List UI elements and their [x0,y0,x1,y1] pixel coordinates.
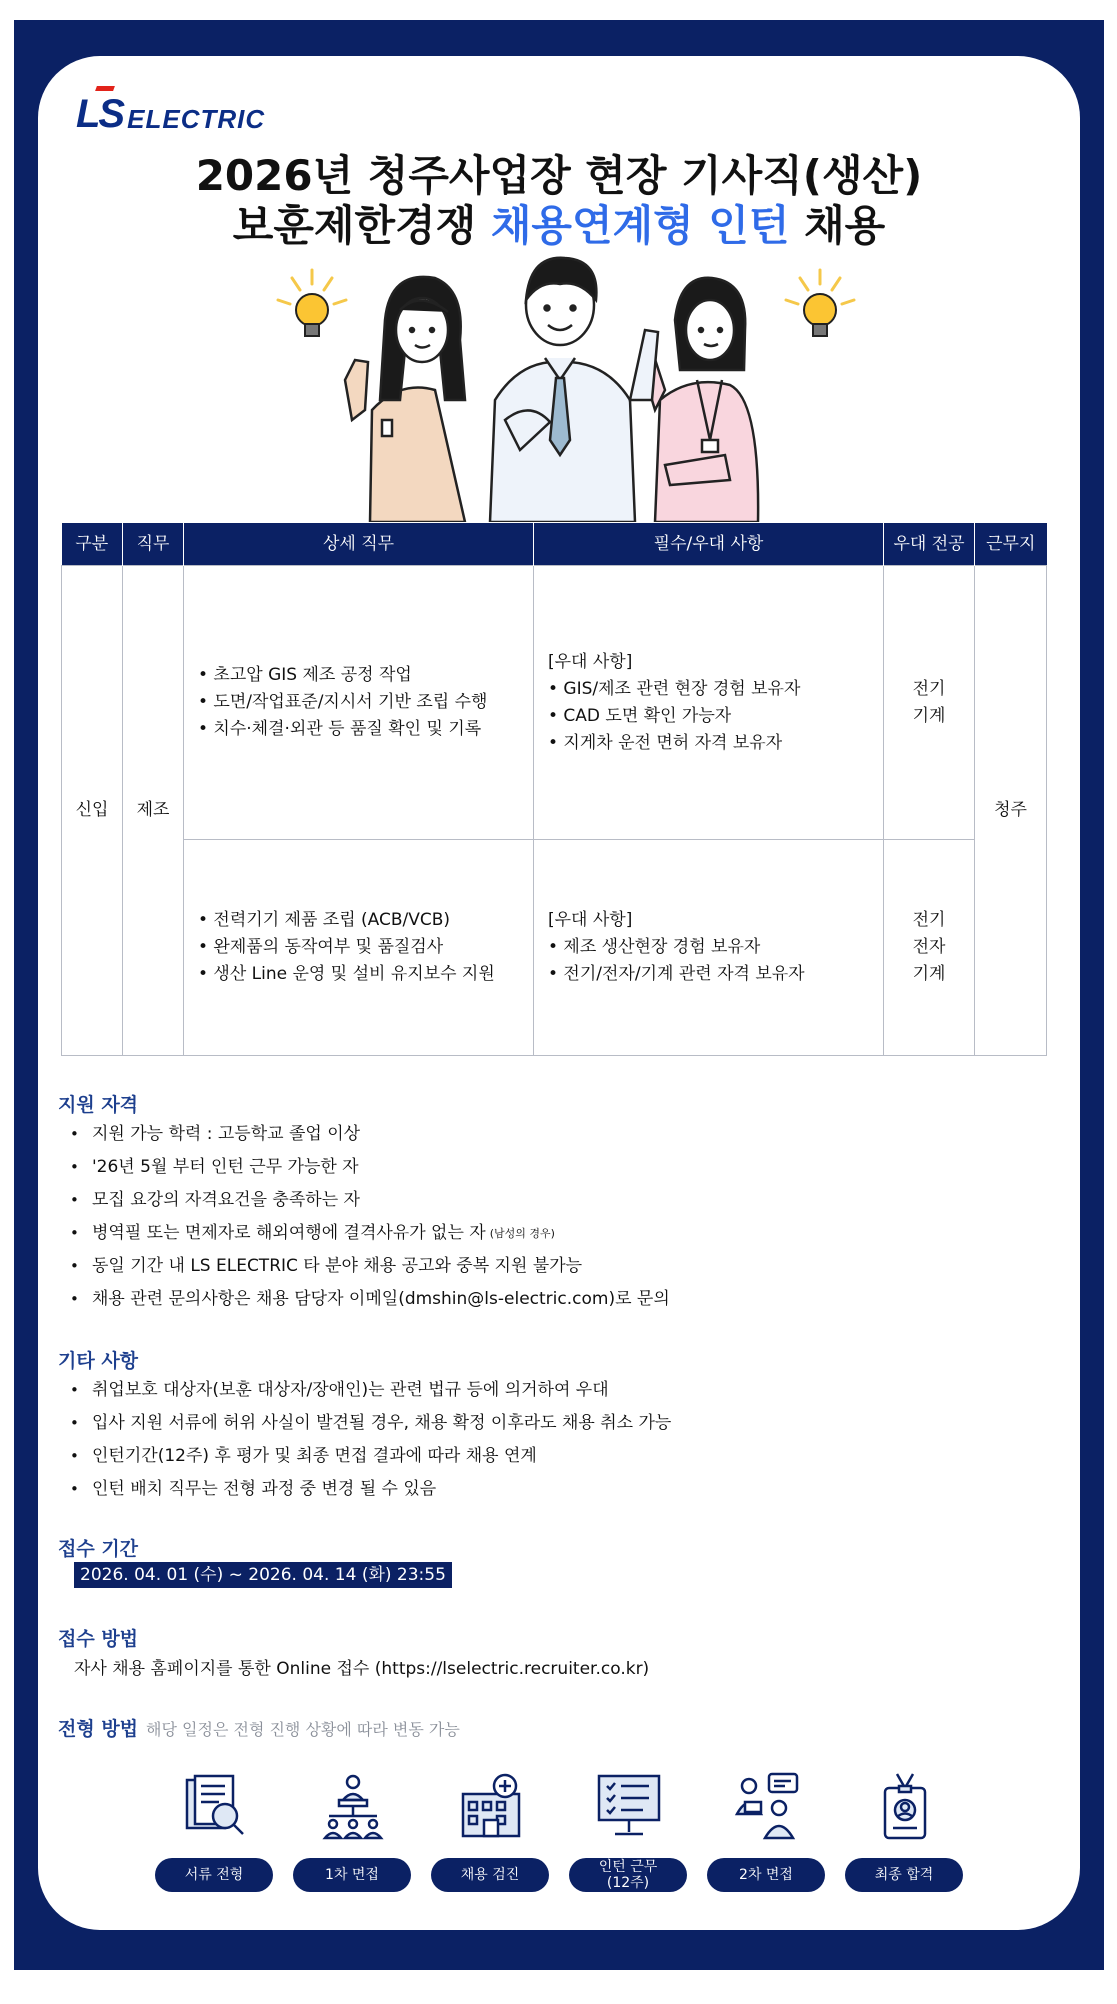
cell-requirements: [우대 사항] • GIS/제조 관련 현장 경험 보유자 • CAD 도면 확인 가능자 • 지게차 운전 면허 자격 보유자 [534,566,884,840]
cell-majors: 전기 기계 [884,566,975,840]
process-heading: 전형 방법 해당 일정은 전형 진행 상황에 따라 변동 가능 [58,1718,460,1740]
cell-details: • 초고압 GIS 제조 공정 작업 • 도면/작업표준/지시서 기반 조립 수행 • 치수·체결·외관 등 품질 확인 및 기록 [184,566,534,840]
period-heading: 접수 기간 [58,1538,139,1560]
title-line-2: 보훈제한경쟁 채용연계형 인턴 채용 [232,201,886,250]
table-row [62,566,1047,840]
interview-chat-icon [707,1770,827,1842]
list-item: • 병역필 또는 면제자로 해외여행에 결격사유가 없는 자 (남성의 경우) [70,1223,555,1243]
cell-requirements: [우대 사항] • 제조 생산현장 경험 보유자 • 전기/전자/기계 관련 자격 보유자 [534,840,884,1056]
others-heading: 기타 사항 [58,1350,139,1372]
monitor-checklist-icon [569,1770,689,1842]
lightbulb-right-icon [786,270,854,336]
list-item: • 취업보호 대상자(보훈 대상자/장애인)는 관련 법규 등에 의거하여 우대 [70,1380,609,1400]
table-row [62,840,1047,1056]
step-document-review: 서류 전형 [155,1858,273,1892]
header-location: 근무지 [975,523,1047,566]
three-workers-illustration [260,250,860,522]
list-item: • '26년 5월 부터 인턴 근무 가능한 자 [70,1157,359,1177]
others-list [70,1374,671,1506]
job-table [61,523,1047,1056]
ls-electric-logo: LS ELECTRIC [76,92,265,134]
lightbulb-left-icon [278,270,346,336]
man-center [490,258,658,522]
qualifications-heading: 지원 자격 [58,1094,139,1116]
step-final-pass: 최종 합격 [845,1858,963,1892]
list-item: • 채용 관련 문의사항은 채용 담당자 이메일(dmshin@ls-electric.com)로 문의 [70,1289,670,1309]
cell-majors: 전기 전자 기계 [884,840,975,1056]
list-item: • 모집 요강의 자격요건을 충족하는 자 [70,1190,360,1210]
title-highlight: 채용연계형 인턴 [490,201,790,250]
method-heading: 접수 방법 [58,1628,139,1650]
list-item: • 인턴 배치 직무는 전형 과정 중 변경 될 수 있음 [70,1479,437,1499]
period-value: 2026. 04. 01 (수) ~ 2026. 04. 14 (화) 23:55 [74,1562,452,1588]
document-review-icon [155,1770,275,1842]
step-first-interview: 1차 면접 [293,1858,411,1892]
table-header-row [62,523,1047,566]
interview-panel-icon [293,1770,413,1842]
cell-category: 신입 [62,566,123,1056]
step-health-check: 채용 검진 [431,1858,549,1892]
list-item: • 입사 지원 서류에 허위 사실이 발견될 경우, 채용 확정 이후라도 채용 취소 가능 [70,1413,672,1433]
cell-location: 청주 [975,566,1047,1056]
woman-right [640,278,758,522]
header-majors: 우대 전공 [884,523,975,566]
process-note: 해당 일정은 전형 진행 상황에 따라 변동 가능 [146,1720,460,1739]
header-requirements: 필수/우대 사항 [534,523,884,566]
id-badge-icon [845,1770,965,1842]
method-value: 자사 채용 홈페이지를 통한 Online 접수 (https://lselectric.recruiter.co.kr) [74,1659,650,1679]
cell-details: • 전력기기 제품 조립 (ACB/VCB) • 완제품의 동작여부 및 품질검사 • 생산 Line 운영 및 설비 유지보수 지원 [184,840,534,1056]
step-second-interview: 2차 면접 [707,1858,825,1892]
list-item: • 인턴기간(12주) 후 평가 및 최종 면접 결과에 따라 채용 연계 [70,1446,537,1466]
list-item: • 지원 가능 학력 : 고등학교 졸업 이상 [70,1124,361,1144]
list-item: • 동일 기간 내 LS ELECTRIC 타 분야 채용 공고와 중복 지원 불가능 [70,1256,583,1276]
title-line-1: 2026년 청주사업장 현장 기사직(생산) [195,151,923,200]
header-category: 구분 [62,523,123,566]
header-details: 상세 직무 [184,523,534,566]
cell-job: 제조 [123,566,184,1056]
header-job: 직무 [123,523,184,566]
qualifications-list [70,1118,670,1316]
hospital-icon [431,1770,551,1842]
step-intern-work: 인턴 근무 (12주) [569,1858,687,1892]
woman-left [345,277,465,522]
